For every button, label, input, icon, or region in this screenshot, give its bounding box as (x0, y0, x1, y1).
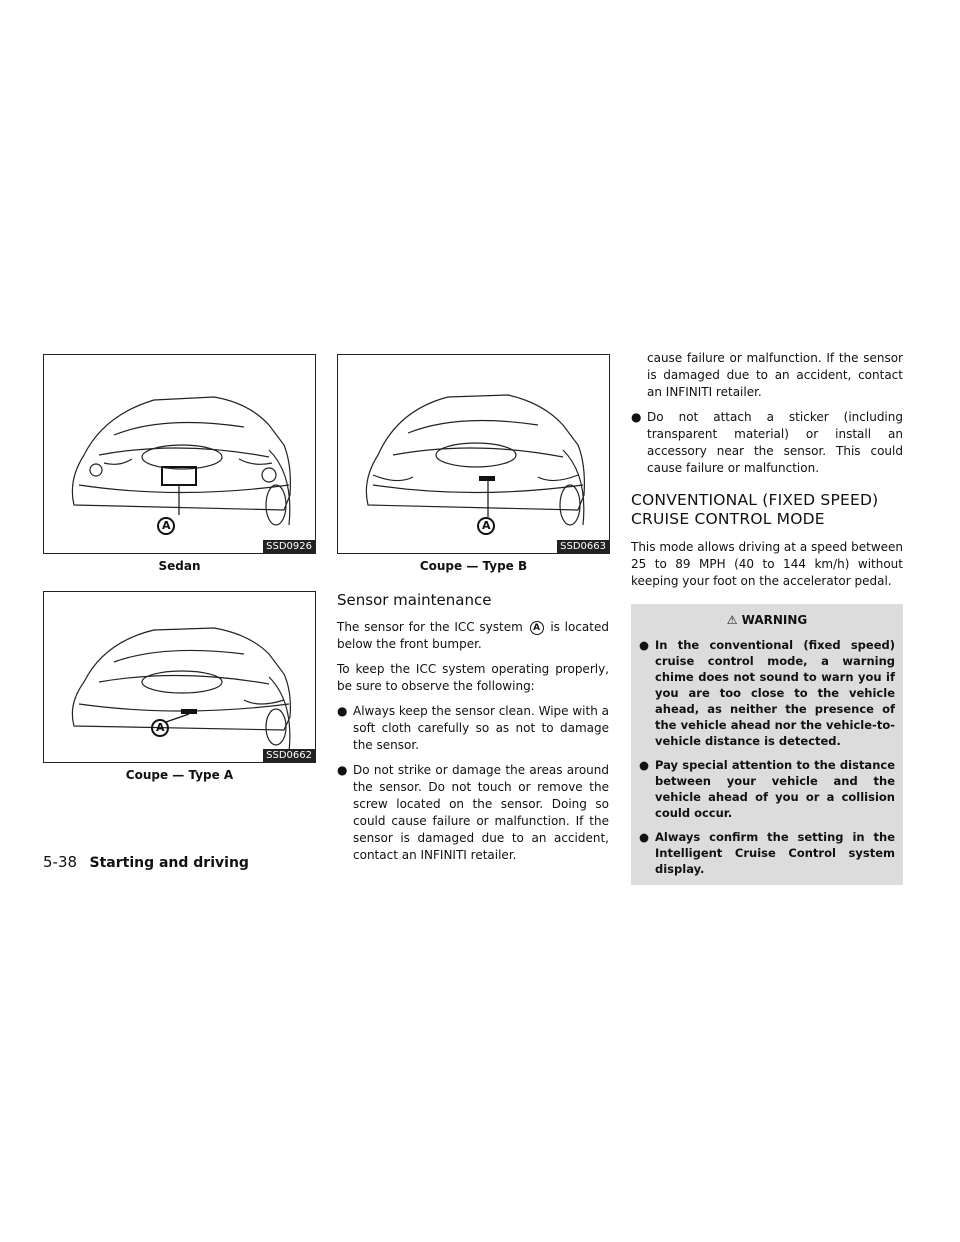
sensor-outline (181, 709, 197, 714)
sensor-outline (479, 476, 495, 481)
sensor-maintenance-column (337, 591, 609, 862)
list-item: ● Always confirm the setting in the Intelligent Cruise Control system display. (639, 830, 895, 876)
figure-coupe-type-a (43, 591, 316, 763)
list-item: ● In the conventional (fixed speed) cruise control mode, a warning chime does not sound to warn you if you are too close to the vehicle ahead, as neither the presence of the vehicle ahead nor the vehicle-to-vehicle distance is detected. (639, 638, 895, 748)
sensor-outline (162, 467, 196, 485)
callout-a-label: A (482, 519, 491, 532)
page-footer (43, 853, 249, 871)
conventional-mode-heading: CONVENTIONAL (FIXED SPEED) CRUISE CONTROL MODE (631, 491, 879, 528)
figure-caption: Sedan (158, 559, 201, 573)
keep-instructions-text: To keep the ICC system operating properly, be sure to observe the following: (337, 662, 609, 693)
callout-a-icon: A (530, 621, 544, 635)
list-item: ● Pay special attention to the distance between your vehicle and the vehicle ahead of you or a collision could occur. (639, 758, 895, 820)
warning-icon: ⚠ (726, 613, 738, 627)
page-number: 5-38 (43, 853, 78, 871)
callout-a-label: A (156, 721, 165, 734)
figure-caption: Coupe — Type B (419, 559, 528, 573)
warning-heading: ⚠ WARNING (726, 613, 808, 627)
list-item: ● Always keep the sensor clean. Wipe with a soft cloth carefully so as not to damage the sensor. (337, 704, 609, 752)
figure-caption: Coupe — Type A (125, 768, 234, 782)
callout-a-label: A (162, 519, 171, 532)
bullet-icon: ● (639, 758, 650, 772)
car-illustration (338, 355, 609, 553)
car-illustration (44, 355, 315, 553)
figure-coupe-type-b (337, 354, 610, 554)
sensor-location-text: The sensor for the ICC system A is located below the front bumper. (337, 620, 609, 651)
list-item: ● Do not strike or damage the areas around the sensor. Do not touch or remove the screw located on the sensor. Doing so could cause failure or malfunction. If the sensor is damaged due to an accident, contact an INFINITI retailer. (337, 763, 609, 862)
figure-code: SSD0926 (263, 540, 315, 553)
bullet-icon: ● (631, 410, 642, 424)
figure-code: SSD0662 (263, 749, 315, 762)
warning-box (631, 604, 903, 885)
continued-text: cause failure or malfunction. If the sensor is damaged due to an accident, contact an INFINITI retailer. (647, 351, 903, 399)
bullet-icon: ● (639, 638, 650, 652)
figure-sedan (43, 354, 316, 554)
sensor-maintenance-heading: Sensor maintenance (337, 591, 492, 609)
section-title: Starting and driving (89, 855, 249, 871)
conventional-mode-column (631, 350, 903, 885)
bullet-icon: ● (337, 763, 348, 777)
figure-code: SSD0663 (557, 540, 609, 553)
list-item-continued (631, 350, 903, 401)
bullet-icon: ● (639, 830, 650, 844)
list-item: ● Do not attach a sticker (including transparent material) or install an accessory near the sensor. This could cause failure or malfunction. (631, 410, 903, 475)
bullet-icon: ● (337, 704, 348, 718)
car-illustration (44, 592, 315, 762)
conventional-mode-text: This mode allows driving at a speed between 25 to 89 MPH (40 to 144 km/h) without keeping your foot on the accelerator pedal. (631, 540, 903, 588)
